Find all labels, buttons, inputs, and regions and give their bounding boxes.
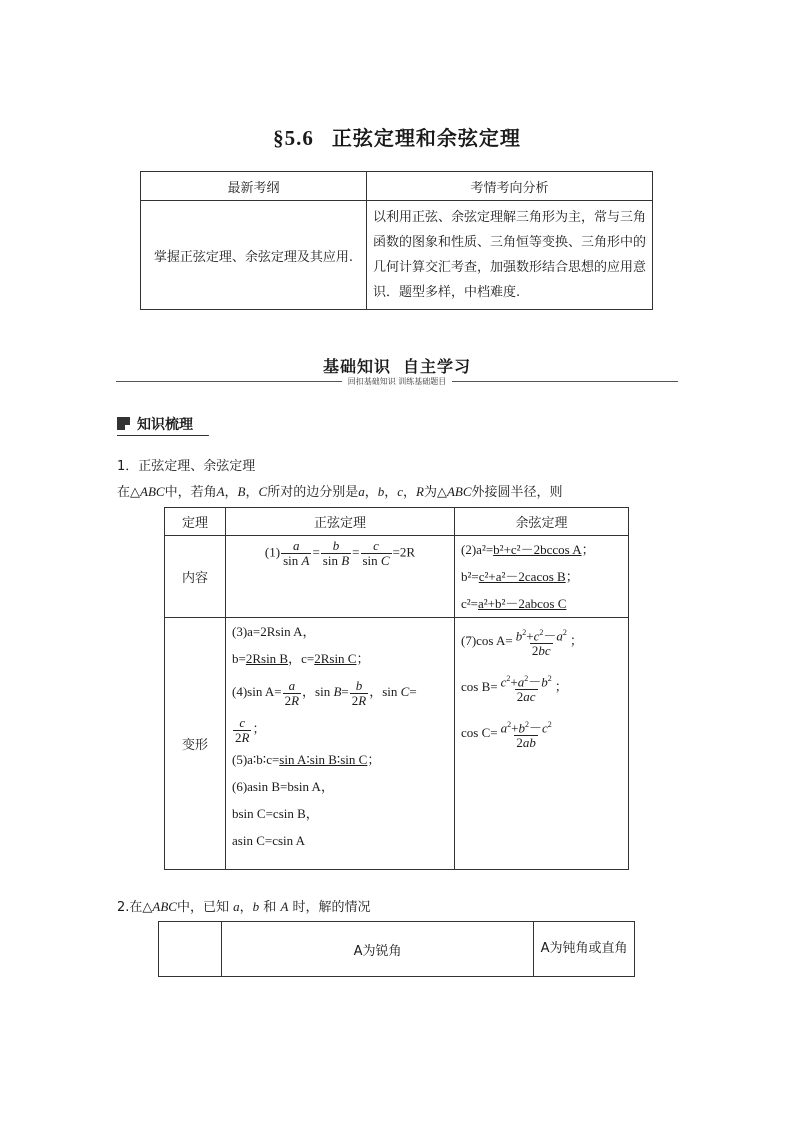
theorem-table xyxy=(164,507,629,870)
acute-angle-header: A为锐角 xyxy=(221,922,533,977)
row-label-variant: 变形 xyxy=(165,618,226,870)
overview-header-2: 考情考向分析 xyxy=(367,172,653,201)
row-label-content: 内容 xyxy=(165,536,226,618)
theorem-header-2: 正弦定理 xyxy=(226,508,455,536)
title-text: 正弦定理和余弦定理 xyxy=(331,126,521,150)
sine-law-content: (1) $\frac{a}{\text{sin A}}$ = $\frac{b}{\text{sin B}}$ = $\frac{c}{\text{sin C}}$ =2R xyxy=(226,536,455,618)
intro-paragraph: 在△ABC中，若角A，B，C所对的边分别是a，b，c，R为△ABC外接圆半径，则 xyxy=(117,484,563,500)
theorem-header-3: 余弦定理 xyxy=(455,508,629,536)
knowledge-underline xyxy=(117,435,209,436)
item2-title: 2.在△ABC中，已知 a，b 和 A 时，解的情况 xyxy=(117,899,371,915)
sine-law-variants: (3)a=2Rsin A， b=2Rsin B，c=2Rsin C； (4)sin A= $\frac{a}{2R}$ ，sin B= $\frac{b}{2R}$ ，sin C= $\frac{c}{2R}$ ； (5)a∶b∶c=sin A∶sin B∶sin C； (6)asin B=bsin A， bsin C=csin B， asin C=csin A xyxy=(226,618,455,870)
item1-title: 1．正弦定理、余弦定理 xyxy=(117,459,256,474)
cosine-law-content: (2)a²=b²+c²－2bccos A； b²=c²+a²－2cacos B； c²=a²+b²－2abcos C xyxy=(455,536,629,618)
solution-cases-table xyxy=(158,921,635,977)
section-heading-b: 自主学习 xyxy=(403,357,472,376)
section-heading xyxy=(0,354,794,377)
overview-table xyxy=(140,171,653,310)
section-number: §5.6 xyxy=(273,126,314,150)
page-title xyxy=(0,122,794,151)
overview-header-1: 最新考纲 xyxy=(141,172,367,201)
section-heading-a: 基础知识 xyxy=(322,357,391,376)
overview-analysis: 以利用正弦、余弦定理解三角形为主，常与三角函数的图象和性质、三角恒等变换、三角形中的几何计算交汇考查，加强数形结合思想的应用意识．题型多样，中档难度. xyxy=(367,201,653,310)
overview-syllabus: 掌握正弦定理、余弦定理及其应用. xyxy=(141,201,367,310)
section-subtitle: 回扣基础知识 训练基础题目 xyxy=(0,376,794,387)
obtuse-angle-header: A为钝角或直角 xyxy=(534,922,635,977)
empty-corner-cell xyxy=(159,922,222,977)
cosine-law-variants: (7)cos A= $\frac{b^2+c^2-a^2}{2bc}$ ； cos B= $\frac{c^2+a^2-b^2}{2ac}$ ； cos C= $\frac{a^2+b^2-c^2}{2ab}$ xyxy=(455,618,629,870)
theorem-header-1: 定理 xyxy=(165,508,226,536)
knowledge-label-text: 知识梳理 xyxy=(137,417,193,433)
